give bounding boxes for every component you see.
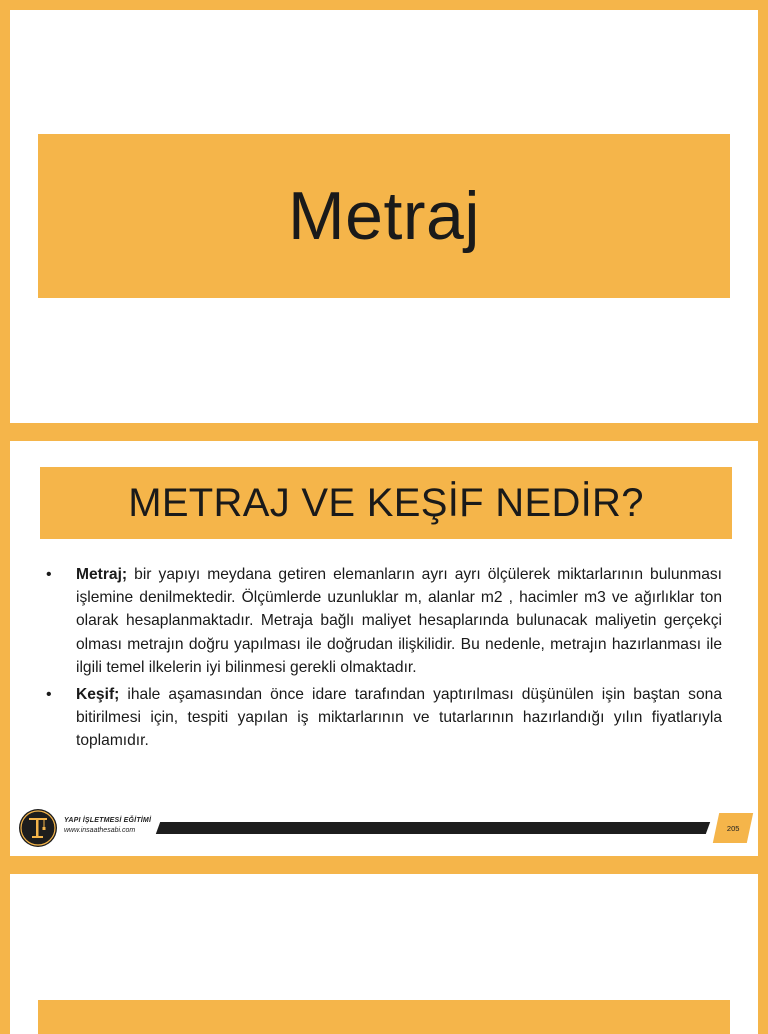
slide-1 [10,10,758,423]
bullet-term: Keşif; [76,686,120,704]
bullet-dot-icon: • [46,566,52,583]
bullet-text: bir yapıyı meydana getiren elemanların ayrı ayrı ölçülerek miktarlarının bulunması işlemine denilmektedir. Ölçümlerde uzunluklar m, alanlar m2 , hacimler m3 ve ağırlıklar ton olarak hesaplanmaktadır. Metraja bağlı maliyet hesaplarında bulunacak maliyetin gerçekçi olması metrajın doğru yapılması ile doğrudan ilişkilidir. Bu nedenle, metrajın hazırlanması ile ilgili temel ilkelerin iyi bilinmesi gerekli olmaktadır. [76,566,722,676]
footer-brand-block [64,816,151,836]
slide-title-band [38,1000,730,1034]
footer-bar [156,822,710,834]
slide-title-band [40,467,732,539]
slide-footer [10,803,758,851]
footer-url: www.insaathesabi.com [64,827,136,834]
page-number: 205 [726,823,740,833]
slide-title: Metraj [288,178,480,254]
slide-title-band [38,134,730,298]
slide-2 [10,441,758,856]
footer-brand: YAPI İŞLETMESİ EĞİTİMİ [64,817,152,824]
slide-3 [10,874,758,1034]
page-number-badge [713,813,753,843]
list-item [46,683,722,753]
bullet-text: ihale aşamasından önce idare tarafından yaptırılması düşünülen işin baştan sona bitirilmesi için, tespiti yapılan iş miktarlarının ve tutarlarının hazırlandığı yılın fiyatlarıyla toplamıdır. [76,686,722,750]
slide-title: METRAJ VE KEŞİF NEDİR? [128,480,644,525]
crane-logo-icon [19,809,57,847]
bullet-list [46,563,722,757]
bullet-dot-icon: • [46,686,52,704]
bullet-paragraph [76,563,722,679]
list-item [46,563,722,679]
bullet-term: Metraj; [76,566,128,583]
bullet-paragraph [76,683,722,753]
